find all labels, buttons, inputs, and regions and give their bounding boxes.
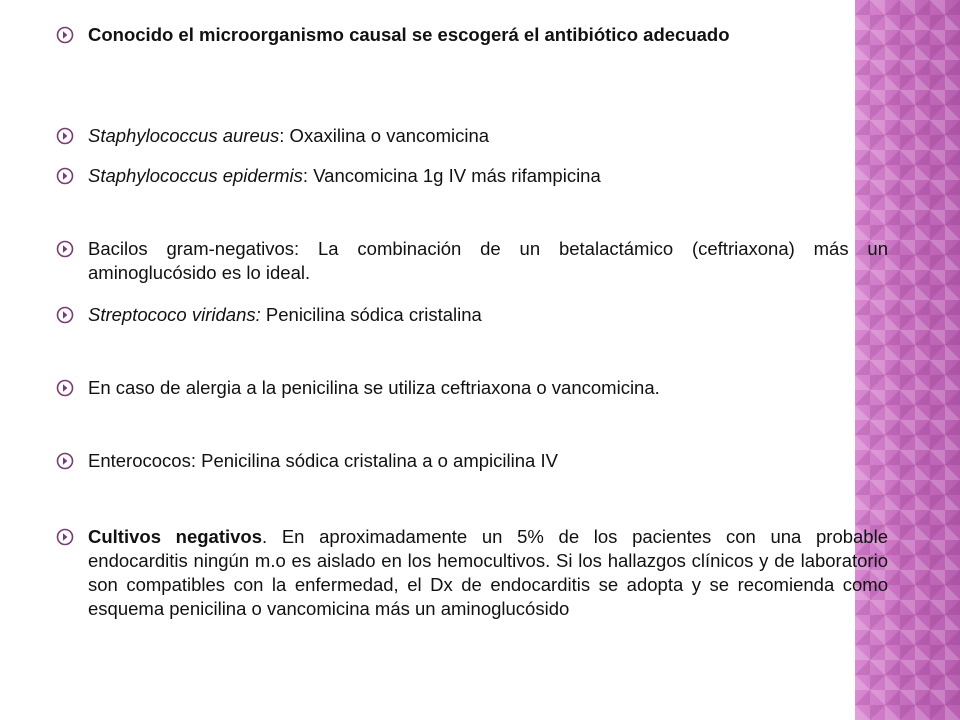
bullet-rest-text: Enterococos: Penicilina sódica cristalina a o ampicilina IV: [88, 450, 558, 471]
bullet-text: [88, 376, 888, 400]
bullet-italic-lead: Staphylococcus epidermis: [88, 165, 303, 186]
bullet-item-conocido: [55, 23, 888, 47]
bullet-rest-text: : Oxaxilina o vancomicina: [279, 125, 490, 146]
bullet-rest-text: : Vancomicina 1g IV más rifampicina: [302, 165, 601, 186]
circled-arrow-bullet-icon: [55, 527, 79, 547]
bullet-rest-text: . En aproximadamente un 5% de los pacientes con una probable endocarditis ningún m.o es aislado en los hemocultivos. Si los hallazgos clínicos y de laboratorio son compatibles con la enfermedad, el Dx de endocarditis se adopta y se recomienda como esquema penicilina o vancomicina más un aminoglucósido: [88, 526, 888, 619]
circled-arrow-bullet-icon: [55, 126, 79, 146]
circled-arrow-bullet-icon: [55, 451, 79, 471]
bullet-italic-lead: Streptococo viridans:: [88, 304, 261, 325]
bullet-bold-lead: Cultivos negativos: [88, 526, 263, 547]
bullet-text: [88, 164, 888, 188]
bullet-text: [88, 124, 888, 148]
bullet-item-aureus: [55, 124, 888, 148]
bullet-italic-lead: Staphylococcus aureus: [88, 125, 280, 146]
circled-arrow-bullet-icon: [55, 305, 79, 325]
bullet-rest-text: Bacilos gram-negativos: La combinación de un betalactámico (ceftriaxona) más un aminoglucósido es lo ideal.: [88, 238, 888, 283]
bullet-rest-text: En caso de alergia a la penicilina se utiliza ceftriaxona o vancomicina.: [88, 377, 660, 398]
bullet-text: [88, 303, 888, 327]
bullet-item-bacilos: [55, 237, 888, 285]
bullet-bold-text: Conocido el microorganismo causal se escogerá el antibiótico adecuado: [88, 24, 730, 45]
bullet-item-epidermis: [55, 164, 888, 188]
bullet-item-viridans: [55, 303, 888, 327]
circled-arrow-bullet-icon: [55, 378, 79, 398]
circled-arrow-bullet-icon: [55, 166, 79, 186]
bullet-rest-text: Penicilina sódica cristalina: [260, 304, 482, 325]
circled-arrow-bullet-icon: [55, 25, 79, 45]
bullet-item-enterococos: [55, 449, 888, 473]
bullet-text: [88, 449, 888, 473]
bullet-text: [88, 525, 888, 621]
bullet-text: [88, 23, 888, 47]
bullet-text: [88, 237, 888, 285]
bullet-item-alergia: [55, 376, 888, 400]
bullet-item-cultivos: [55, 525, 888, 621]
circled-arrow-bullet-icon: [55, 239, 79, 259]
